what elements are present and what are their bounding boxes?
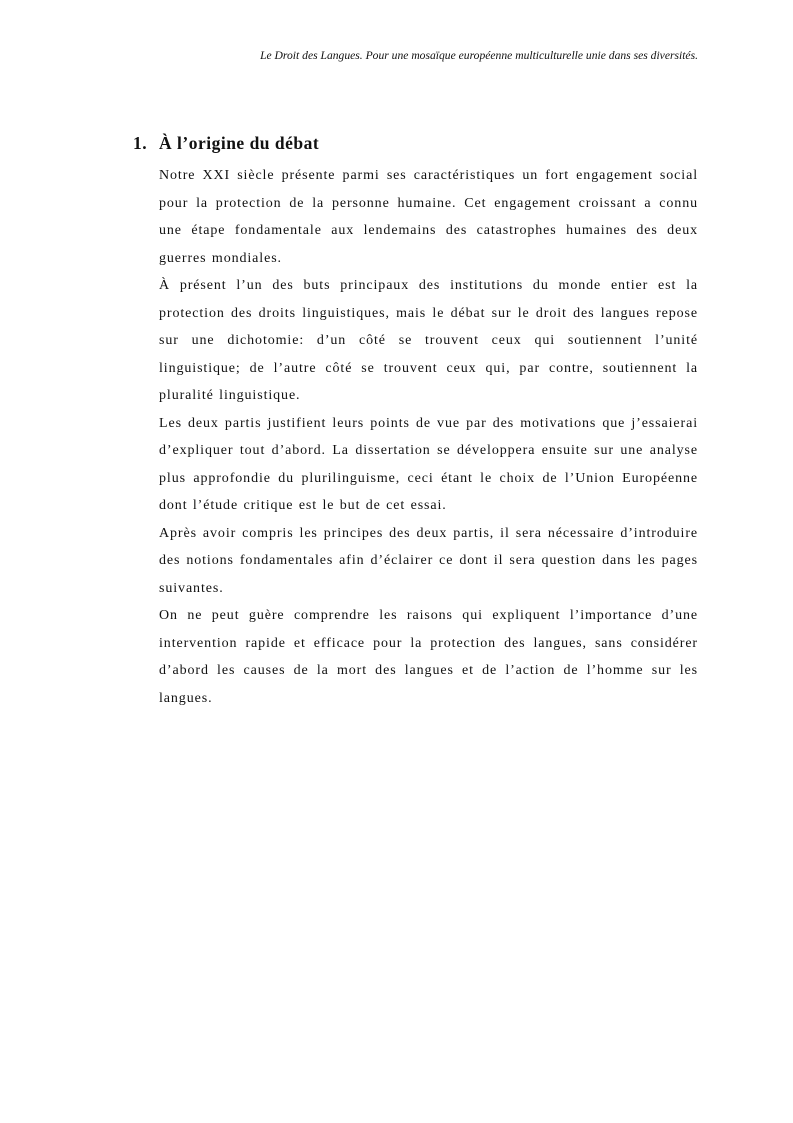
running-header: Le Droit des Langues. Pour une mosaïque européenne multiculturelle unie dans ses diversités. (260, 49, 698, 62)
section-heading (133, 132, 319, 154)
paragraph: À présent l’un des buts principaux des institutions du monde entier est la protection des droits linguistiques, mais le débat sur le droit des langues repose sur une dichotomie: d’un côté se trouvent ceux qui soutiennent l’unité linguistique; de l’autre côté se trouvent ceux qui, par contre, soutiennent la pluralité linguistique. (159, 278, 698, 403)
paragraph: Après avoir compris les principes des deux partis, il sera nécessaire d’introduire des notions fondamentales afin d’éclairer ce dont il sera question dans les pages suivantes. (159, 525, 698, 596)
body-text (159, 162, 698, 712)
paragraph: Les deux partis justifient leurs points de vue par des motivations que j’essaierai d’expliquer tout d’abord. La dissertation se développera ensuite sur une analyse plus approfondie du plurilinguisme, ceci étant le choix de l’Union Européenne dont l’étude critique est le but de cet essai. (159, 415, 698, 513)
section-title: À l’origine du débat (159, 133, 320, 153)
paragraph: On ne peut guère comprendre les raisons qui expliquent l’importance d’une intervention rapide et efficace pour la protection des langues, sans considérer d’abord les causes de la mort des langues et de l’action de l’homme sur les langues. (159, 608, 698, 706)
paragraph: Notre XXI siècle présente parmi ses caractéristiques un fort engagement social pour la protection de la personne humaine. Cet engagement croissant a connu une étape fondamentale aux lendemains des catastrophes humaines des deux guerres mondiales. (159, 168, 698, 266)
section-number: 1. (133, 133, 148, 153)
